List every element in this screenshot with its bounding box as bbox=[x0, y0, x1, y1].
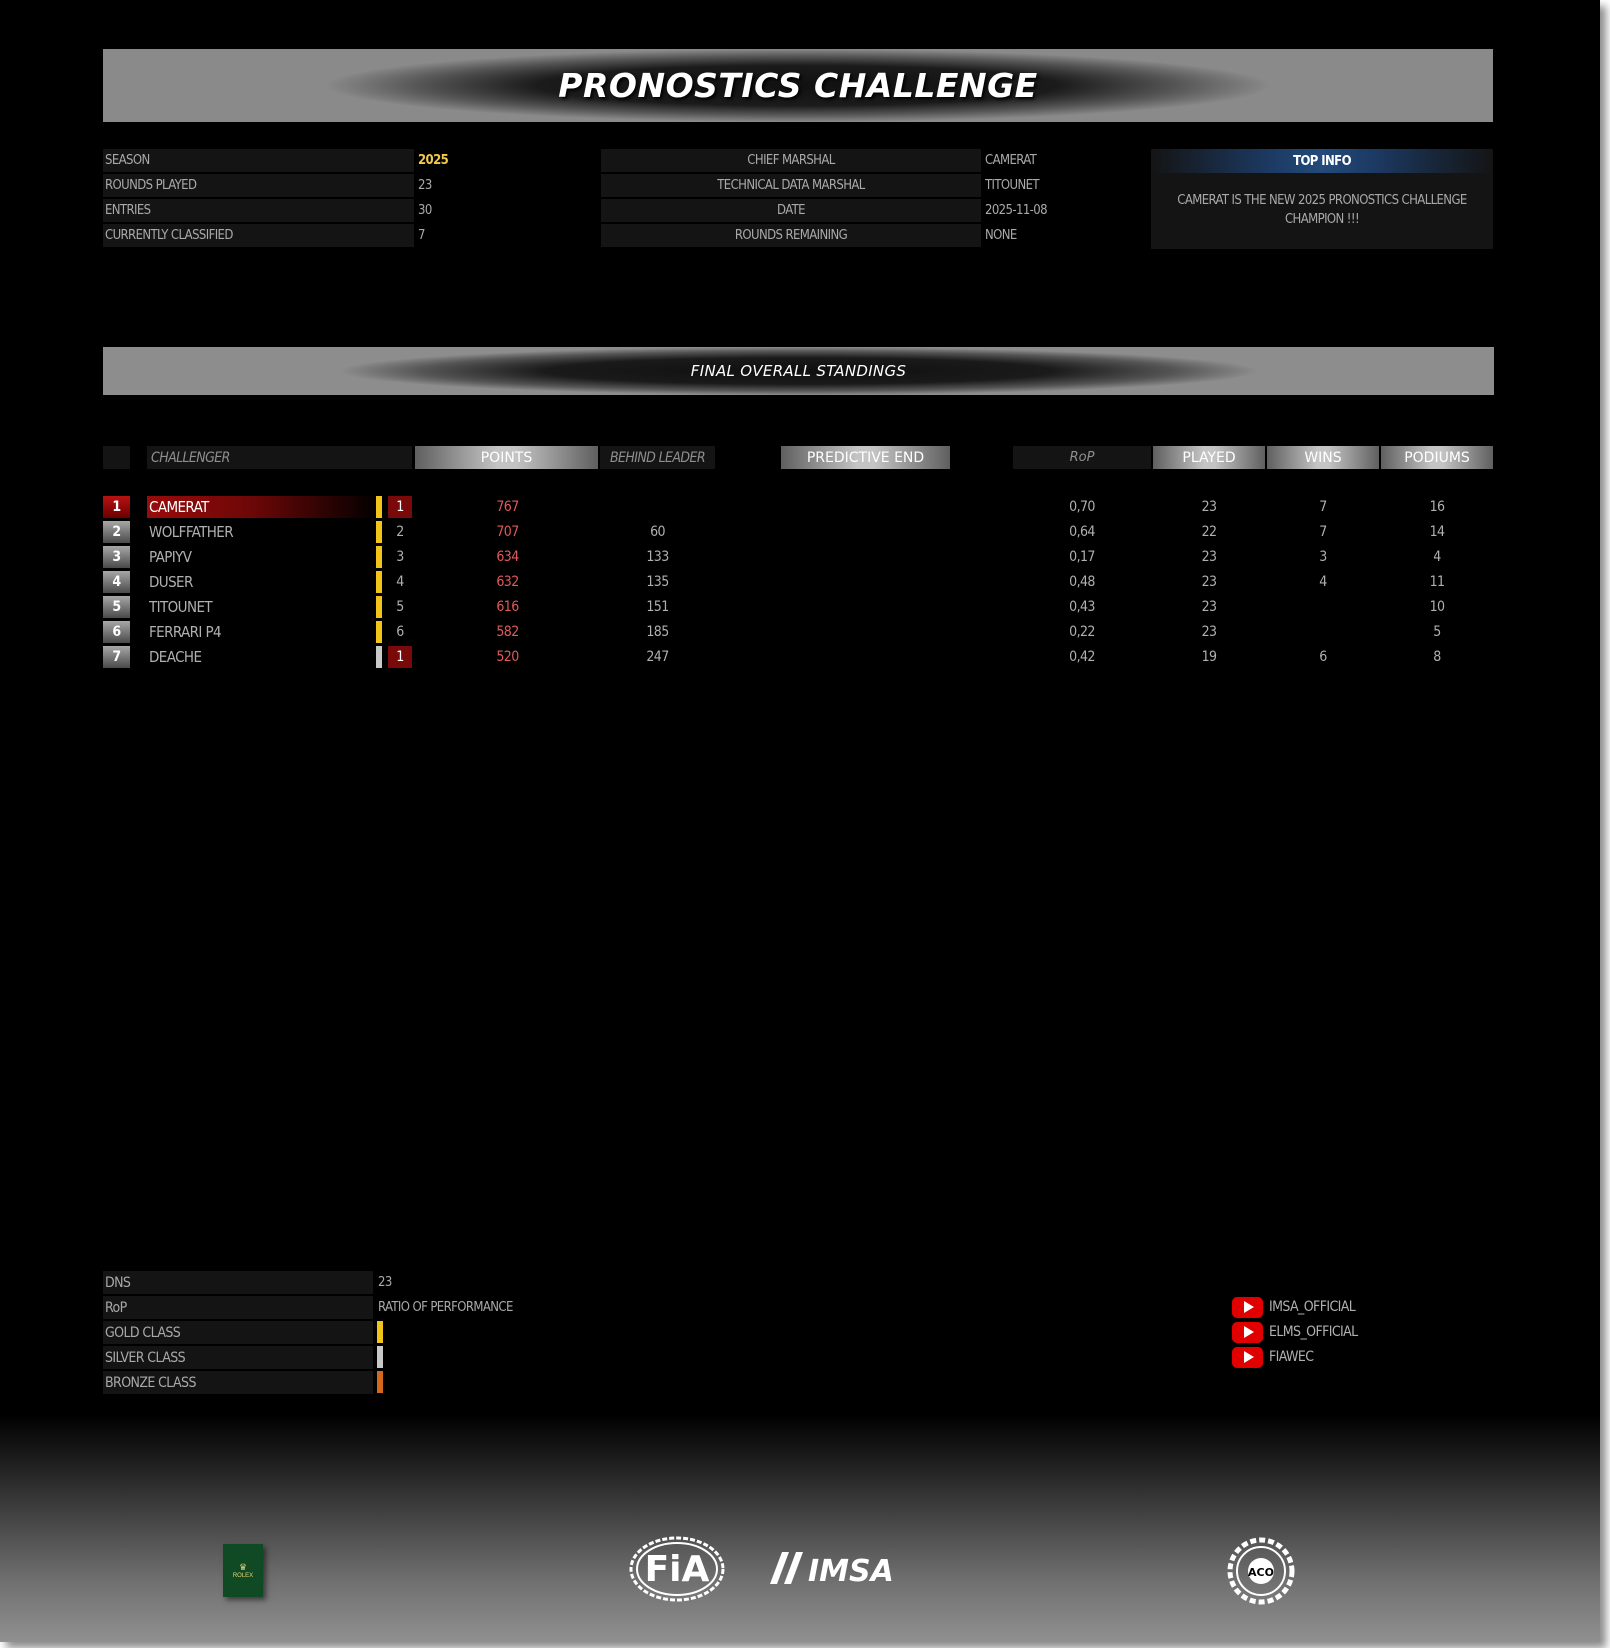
points-value: 707 bbox=[496, 524, 519, 540]
legend-value-rop: RATIO OF PERFORMANCE bbox=[378, 1300, 513, 1315]
table-row bbox=[0, 571, 1600, 594]
imsa-logo-text: IMSA bbox=[808, 1554, 894, 1586]
fia-logo bbox=[629, 1536, 725, 1602]
header-behind-leader: BEHIND LEADER bbox=[600, 446, 715, 469]
challenger-name: DEACHE bbox=[149, 648, 202, 666]
played-value: 22 bbox=[1201, 524, 1217, 540]
wins-value: 4 bbox=[1319, 574, 1327, 590]
youtube-link-elms[interactable] bbox=[1232, 1321, 1358, 1343]
imsa-logo bbox=[762, 1550, 920, 1586]
position-badge: 5 bbox=[103, 596, 130, 618]
info-label: CHIEF MARSHAL bbox=[601, 149, 981, 172]
played-value: 23 bbox=[1201, 574, 1217, 590]
class-swatch bbox=[376, 496, 382, 518]
silver-class-swatch bbox=[377, 1346, 383, 1368]
class-swatch bbox=[376, 621, 382, 643]
table-row bbox=[0, 496, 1600, 519]
info-value: 30 bbox=[418, 203, 432, 218]
points-value: 632 bbox=[496, 574, 519, 590]
rop-value: 0,48 bbox=[1069, 574, 1095, 590]
info-label: ROUNDS REMAINING bbox=[601, 224, 981, 247]
position-badge: 7 bbox=[103, 646, 130, 668]
behind-leader-value: 247 bbox=[646, 649, 669, 665]
played-value: 19 bbox=[1201, 649, 1217, 665]
legend-label-rop: RoP bbox=[103, 1296, 373, 1319]
legend-label-dns: DNS bbox=[103, 1271, 373, 1294]
top-info-heading: TOP INFO bbox=[1151, 149, 1493, 173]
gold-class-swatch bbox=[377, 1321, 383, 1343]
rop-value: 0,42 bbox=[1069, 649, 1095, 665]
class-position: 5 bbox=[396, 599, 404, 615]
challenger-name: WOLFFATHER bbox=[149, 523, 233, 541]
youtube-link-imsa[interactable] bbox=[1232, 1296, 1355, 1318]
legend-label-gold: GOLD CLASS bbox=[103, 1321, 373, 1344]
class-swatch bbox=[376, 646, 382, 668]
class-swatch bbox=[376, 546, 382, 568]
info-label: CURRENTLY CLASSIFIED bbox=[103, 224, 414, 247]
points-value: 616 bbox=[496, 599, 519, 615]
podiums-value: 10 bbox=[1429, 599, 1445, 615]
header-wins: WINS bbox=[1267, 446, 1379, 469]
played-value: 23 bbox=[1201, 499, 1217, 515]
podiums-value: 11 bbox=[1429, 574, 1445, 590]
rop-value: 0,70 bbox=[1069, 499, 1095, 515]
legend-value-dns: 23 bbox=[378, 1275, 392, 1290]
position-badge: 1 bbox=[103, 496, 130, 518]
info-label: ENTRIES bbox=[103, 199, 414, 222]
wins-value: 7 bbox=[1319, 524, 1327, 540]
aco-logo-text: ACO bbox=[1248, 1566, 1274, 1579]
youtube-link-fiawec[interactable] bbox=[1232, 1346, 1313, 1368]
position-badge: 6 bbox=[103, 621, 130, 643]
top-info-text: CAMERAT IS THE NEW 2025 PRONOSTICS CHALLENGE CHAMPION !!! bbox=[1177, 193, 1467, 227]
info-value: 23 bbox=[418, 178, 432, 193]
class-position: 3 bbox=[396, 549, 404, 565]
challenger-name: TITOUNET bbox=[149, 598, 213, 616]
bronze-class-swatch bbox=[377, 1371, 383, 1393]
info-row-entries bbox=[103, 199, 432, 222]
youtube-channel-label: ELMS_OFFICIAL bbox=[1269, 1324, 1358, 1340]
youtube-channel-label: IMSA_OFFICIAL bbox=[1269, 1299, 1356, 1315]
legend-label-bronze: BRONZE CLASS bbox=[103, 1371, 373, 1394]
wins-value: 7 bbox=[1319, 499, 1327, 515]
top-info-box bbox=[1151, 149, 1493, 249]
rop-value: 0,64 bbox=[1069, 524, 1095, 540]
challenger-name: PAPIYV bbox=[149, 548, 192, 566]
info-value: CAMERAT bbox=[985, 153, 1037, 168]
rop-value: 0,22 bbox=[1069, 624, 1095, 640]
header-pos bbox=[103, 446, 130, 469]
header-podiums: PODIUMS bbox=[1381, 446, 1493, 469]
position-badge: 3 bbox=[103, 546, 130, 568]
header-challenger: CHALLENGER bbox=[147, 446, 412, 469]
youtube-icon bbox=[1232, 1297, 1263, 1318]
section-title: FINAL OVERALL STANDINGS bbox=[690, 362, 907, 380]
class-position: 4 bbox=[396, 574, 404, 590]
crown-icon: ♛ bbox=[238, 1562, 248, 1572]
wins-value: 3 bbox=[1319, 549, 1327, 565]
youtube-channel-label: FIAWEC bbox=[1269, 1349, 1314, 1365]
info-row-technical-marshal bbox=[601, 174, 1039, 197]
table-row bbox=[0, 596, 1600, 619]
table-row bbox=[0, 646, 1600, 669]
class-position: 1 bbox=[388, 646, 412, 668]
played-value: 23 bbox=[1201, 624, 1217, 640]
podiums-value: 14 bbox=[1429, 524, 1445, 540]
title-banner bbox=[103, 49, 1493, 122]
page-title: PRONOSTICS CHALLENGE bbox=[558, 66, 1038, 105]
info-row-rounds-played bbox=[103, 174, 432, 197]
behind-leader-value bbox=[600, 496, 715, 518]
class-swatch bbox=[376, 571, 382, 593]
behind-leader-value: 185 bbox=[646, 624, 669, 640]
rop-value: 0,17 bbox=[1069, 549, 1095, 565]
class-position: 2 bbox=[396, 524, 404, 540]
wins-value: 6 bbox=[1319, 649, 1327, 665]
info-label: TECHNICAL DATA MARSHAL bbox=[601, 174, 981, 197]
challenger-name: CAMERAT bbox=[147, 496, 379, 518]
info-value: 7 bbox=[418, 228, 425, 243]
info-value: NONE bbox=[985, 228, 1017, 243]
points-value: 582 bbox=[496, 624, 519, 640]
header-predictive-end: PREDICTIVE END bbox=[781, 446, 950, 469]
info-label: ROUNDS PLAYED bbox=[103, 174, 414, 197]
class-position: 6 bbox=[396, 624, 404, 640]
behind-leader-value: 133 bbox=[646, 549, 669, 565]
youtube-icon bbox=[1232, 1322, 1263, 1343]
header-points: POINTS bbox=[415, 446, 598, 469]
podiums-value: 16 bbox=[1429, 499, 1445, 515]
position-badge: 2 bbox=[103, 521, 130, 543]
position-badge: 4 bbox=[103, 571, 130, 593]
info-row-chief-marshal bbox=[601, 149, 1036, 172]
played-value: 23 bbox=[1201, 549, 1217, 565]
behind-leader-value: 60 bbox=[650, 524, 665, 540]
rolex-logo bbox=[223, 1544, 263, 1597]
podiums-value: 4 bbox=[1433, 549, 1441, 565]
wins-value bbox=[1267, 621, 1379, 643]
aco-logo bbox=[1227, 1537, 1295, 1605]
rop-value: 0,43 bbox=[1069, 599, 1095, 615]
info-value: 2025-11-08 bbox=[985, 203, 1047, 218]
info-row-date bbox=[601, 199, 1047, 222]
info-value: TITOUNET bbox=[985, 178, 1039, 193]
header-played: PLAYED bbox=[1153, 446, 1265, 469]
info-value: 2025 bbox=[418, 153, 449, 168]
behind-leader-value: 151 bbox=[646, 599, 669, 615]
table-row bbox=[0, 521, 1600, 544]
info-row-classified bbox=[103, 224, 425, 247]
info-row-rounds-remaining bbox=[601, 224, 1017, 247]
class-position: 1 bbox=[388, 496, 412, 518]
header-rop: RoP bbox=[1013, 446, 1151, 469]
challenger-name: FERRARI P4 bbox=[149, 623, 222, 641]
class-swatch bbox=[376, 596, 382, 618]
legend-label-silver: SILVER CLASS bbox=[103, 1346, 373, 1369]
played-value: 23 bbox=[1201, 599, 1217, 615]
class-swatch bbox=[376, 521, 382, 543]
info-label: SEASON bbox=[103, 149, 414, 172]
section-banner bbox=[103, 347, 1494, 395]
fia-logo-text: FiA bbox=[644, 1549, 710, 1590]
behind-leader-value: 135 bbox=[646, 574, 669, 590]
points-value: 767 bbox=[496, 499, 519, 515]
info-label: DATE bbox=[601, 199, 981, 222]
challenger-name: DUSER bbox=[149, 573, 193, 591]
wins-value bbox=[1267, 596, 1379, 618]
table-row bbox=[0, 621, 1600, 644]
table-row bbox=[0, 546, 1600, 569]
rolex-logo-text: ROLEX bbox=[232, 1573, 254, 1579]
podiums-value: 5 bbox=[1433, 624, 1441, 640]
points-value: 634 bbox=[496, 549, 519, 565]
podiums-value: 8 bbox=[1433, 649, 1441, 665]
points-value: 520 bbox=[496, 649, 519, 665]
youtube-icon bbox=[1232, 1347, 1263, 1368]
info-row-season bbox=[103, 149, 448, 172]
